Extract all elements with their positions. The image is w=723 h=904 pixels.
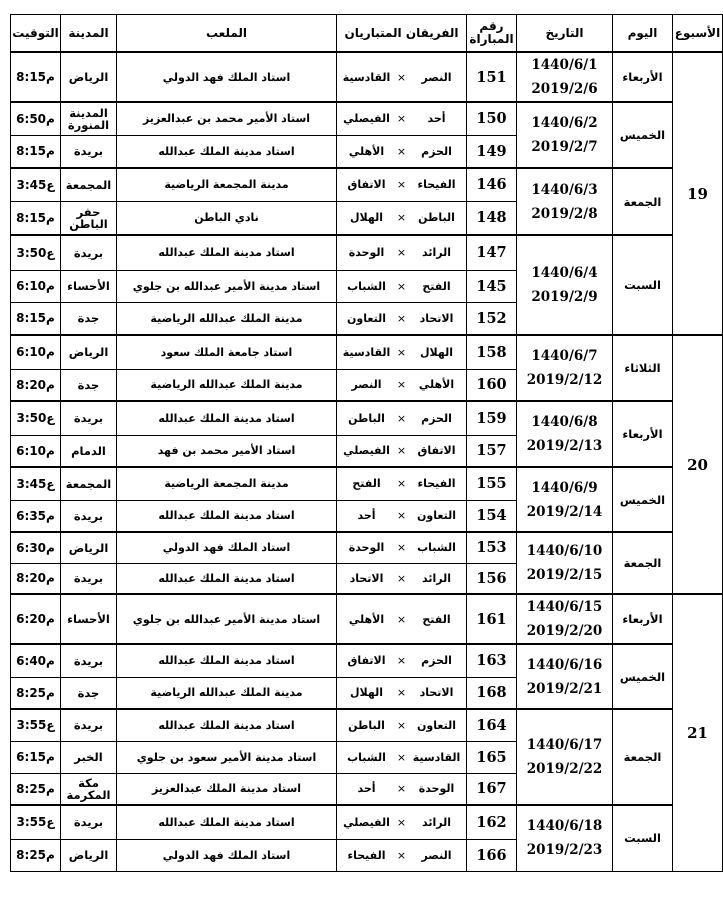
time-cell: 6:35م xyxy=(11,500,61,532)
city-cell: بريدة xyxy=(61,563,117,594)
home-team: الشباب xyxy=(417,541,456,555)
teams-cell xyxy=(337,773,467,805)
header-week: الأسبوع xyxy=(673,15,723,53)
home-team: النصر xyxy=(421,848,452,862)
table-row xyxy=(11,401,723,435)
teams-pair xyxy=(337,378,466,391)
match-number: 161 xyxy=(467,594,517,644)
city-cell: الخبر xyxy=(61,741,117,773)
time-cell: 3:50ع xyxy=(11,401,61,435)
venue-cell: مدينة المجمعة الرياضية xyxy=(117,467,337,500)
venue-cell: استاد الملك فهد الدولي xyxy=(117,839,337,871)
match-number: 145 xyxy=(467,270,517,302)
teams-cell xyxy=(337,563,467,594)
versus-mark: × xyxy=(396,848,407,862)
match-number: 155 xyxy=(467,467,517,500)
header-match-no: رقم المباراة xyxy=(467,15,517,53)
home-team: الرائد xyxy=(422,815,451,829)
date-cell xyxy=(517,235,613,335)
venue-cell: استاد مدينة الملك عبدالله xyxy=(117,135,337,168)
city-cell: بريدة xyxy=(61,401,117,435)
away-team: الشباب xyxy=(347,750,386,764)
home-team: الهلال xyxy=(419,345,454,359)
hijri-date: 1440/6/17 xyxy=(526,737,603,753)
match-schedule-table xyxy=(10,14,723,872)
city-cell: بريدة xyxy=(61,805,117,839)
match-number: 157 xyxy=(467,435,517,467)
day-cell: الأربعاء xyxy=(613,401,673,467)
gregorian-date: 2019/2/12 xyxy=(526,372,603,388)
schedule-body xyxy=(11,52,723,871)
table-row xyxy=(11,644,723,677)
teams-cell xyxy=(337,532,467,563)
versus-mark: × xyxy=(396,815,407,829)
teams-pair xyxy=(337,613,466,626)
table-row xyxy=(11,532,723,563)
week-cell: 20 xyxy=(673,335,723,594)
venue-cell: استاد الملك فهد الدولي xyxy=(117,52,337,102)
city-cell: الرياض xyxy=(61,839,117,871)
match-number: 163 xyxy=(467,644,517,677)
home-team: الاتحاد xyxy=(419,686,454,700)
teams-cell xyxy=(337,709,467,741)
versus-mark: × xyxy=(396,571,407,585)
away-team: الوحدة xyxy=(348,541,385,555)
home-team: الفتح xyxy=(422,279,451,293)
time-cell: 3:45ع xyxy=(11,467,61,500)
teams-cell xyxy=(337,302,467,335)
match-number: 158 xyxy=(467,335,517,369)
teams-cell xyxy=(337,102,467,135)
table-row xyxy=(11,335,723,369)
venue-cell: استاد مدينة الملك عبدالعزيز xyxy=(117,773,337,805)
match-number: 149 xyxy=(467,135,517,168)
day-cell: الخميس xyxy=(613,644,673,709)
time-cell: 8:15م xyxy=(11,302,61,335)
away-team: القادسية xyxy=(342,345,391,359)
away-team: الباطن xyxy=(348,411,385,425)
city-cell: بريدة xyxy=(61,235,117,270)
teams-pair xyxy=(337,280,466,293)
match-number: 168 xyxy=(467,677,517,709)
time-cell: 6:40م xyxy=(11,644,61,677)
day-cell: الأربعاء xyxy=(613,52,673,102)
versus-mark: × xyxy=(396,612,407,626)
city-cell: المجمعة xyxy=(61,168,117,201)
away-team: أحد xyxy=(357,782,376,796)
venue-cell: استاد مدينة الملك عبدالله xyxy=(117,235,337,270)
venue-cell: استاد الأمير محمد بن عبدالعزيز xyxy=(117,102,337,135)
day-cell: الأربعاء xyxy=(613,594,673,644)
teams-pair xyxy=(337,246,466,259)
teams-cell xyxy=(337,235,467,270)
teams-pair xyxy=(337,751,466,764)
table-row xyxy=(11,102,723,135)
city-cell: حفر الباطن xyxy=(61,201,117,235)
venue-cell: نادي الباطن xyxy=(117,201,337,235)
header-date: التاريخ xyxy=(517,15,613,53)
table-row xyxy=(11,235,723,270)
teams-cell xyxy=(337,741,467,773)
teams-cell xyxy=(337,168,467,201)
venue-cell: استاد مدينة الملك عبدالله xyxy=(117,805,337,839)
day-cell: الجمعة xyxy=(613,709,673,805)
teams-pair xyxy=(337,572,466,585)
venue-cell: استاد الملك فهد الدولي xyxy=(117,532,337,563)
city-cell: جدة xyxy=(61,677,117,709)
gregorian-date: 2019/2/7 xyxy=(531,139,598,155)
time-cell: 8:15م xyxy=(11,135,61,168)
gregorian-date: 2019/2/14 xyxy=(526,503,603,520)
away-team: الأهلي xyxy=(348,612,385,626)
versus-mark: × xyxy=(396,477,407,491)
table-row xyxy=(11,467,723,500)
hijri-date: 1440/6/1 xyxy=(531,57,598,73)
teams-cell xyxy=(337,201,467,235)
away-team: النصر xyxy=(351,378,382,392)
header-teams: الفريقان المتباريان xyxy=(337,15,467,53)
date-cell xyxy=(517,335,613,401)
teams-cell xyxy=(337,52,467,102)
away-team: أحد xyxy=(357,509,376,523)
city-cell: الأحساء xyxy=(61,270,117,302)
header-day: اليوم xyxy=(613,15,673,53)
versus-mark: × xyxy=(396,782,407,796)
hijri-date: 1440/6/15 xyxy=(526,599,603,615)
city-cell: بريدة xyxy=(61,709,117,741)
gregorian-date: 2019/2/22 xyxy=(526,761,603,777)
date-cell xyxy=(517,168,613,235)
time-cell: 6:30م xyxy=(11,532,61,563)
gregorian-date: 2019/2/13 xyxy=(526,438,603,454)
teams-pair xyxy=(337,412,466,425)
time-cell: 8:20م xyxy=(11,563,61,594)
home-team: الاتحاد xyxy=(419,311,454,325)
teams-pair xyxy=(337,849,466,862)
versus-mark: × xyxy=(396,112,407,126)
versus-mark: × xyxy=(396,541,407,555)
gregorian-date: 2019/2/15 xyxy=(526,567,603,583)
away-team: التعاون xyxy=(347,311,386,325)
time-cell: 6:10م xyxy=(11,435,61,467)
home-team: الباطن xyxy=(418,211,455,225)
time-cell: 6:20م xyxy=(11,594,61,644)
match-number: 154 xyxy=(467,500,517,532)
header-city: المدينة xyxy=(61,15,117,53)
date-cell xyxy=(517,709,613,805)
teams-cell xyxy=(337,270,467,302)
away-team: الاتحاد xyxy=(349,571,384,585)
versus-mark: × xyxy=(396,718,407,732)
home-team: الحزم xyxy=(421,654,452,668)
header-time: التوقيت xyxy=(11,15,61,53)
match-number: 146 xyxy=(467,168,517,201)
home-team: القادسية xyxy=(412,750,461,764)
away-team: الفيصلي xyxy=(343,815,390,829)
date-cell xyxy=(517,102,613,168)
versus-mark: × xyxy=(396,70,407,84)
teams-cell xyxy=(337,677,467,709)
home-team: الفتح xyxy=(422,612,451,626)
home-team: التعاون xyxy=(417,509,456,523)
city-cell: المجمعة xyxy=(61,467,117,500)
teams-pair xyxy=(337,477,466,490)
city-cell: بريدة xyxy=(61,500,117,532)
teams-pair xyxy=(337,719,466,732)
home-team: الحزم xyxy=(421,144,452,158)
away-team: الهلال xyxy=(349,686,384,700)
venue-cell: استاد مدينة الملك عبدالله xyxy=(117,563,337,594)
hijri-date: 1440/6/4 xyxy=(531,265,598,281)
teams-cell xyxy=(337,500,467,532)
teams-pair xyxy=(337,145,466,158)
teams-pair xyxy=(337,782,466,795)
teams-cell xyxy=(337,805,467,839)
teams-pair xyxy=(337,444,466,457)
versus-mark: × xyxy=(396,750,407,764)
teams-cell xyxy=(337,369,467,401)
match-number: 147 xyxy=(467,235,517,270)
venue-cell: استاد مدينة الأمير عبدالله بن جلوي xyxy=(117,594,337,644)
table-row xyxy=(11,594,723,644)
week-cell: 19 xyxy=(673,52,723,335)
teams-pair xyxy=(337,178,466,191)
venue-cell: مدينة الملك عبدالله الرياضية xyxy=(117,302,337,335)
city-cell: بريدة xyxy=(61,135,117,168)
home-team: الوحدة xyxy=(418,782,455,796)
time-cell: 8:25م xyxy=(11,839,61,871)
date-cell xyxy=(517,594,613,644)
away-team: الفيحاء xyxy=(347,848,386,862)
table-row xyxy=(11,168,723,201)
city-cell: مكة المكرمة xyxy=(61,773,117,805)
match-number: 160 xyxy=(467,369,517,401)
versus-mark: × xyxy=(396,411,407,425)
venue-cell: استاد مدينة الملك عبدالله xyxy=(117,500,337,532)
hijri-date: 1440/6/7 xyxy=(531,348,598,364)
match-number: 156 xyxy=(467,563,517,594)
date-cell xyxy=(517,401,613,467)
table-row xyxy=(11,52,723,102)
versus-mark: × xyxy=(396,211,407,225)
gregorian-date: 2019/2/6 xyxy=(531,81,598,97)
away-team: الفيصلي xyxy=(343,112,390,126)
home-team: النصر xyxy=(421,70,452,84)
versus-mark: × xyxy=(396,444,407,458)
city-cell: الرياض xyxy=(61,532,117,563)
teams-cell xyxy=(337,401,467,435)
home-team: أحد xyxy=(427,112,446,126)
gregorian-date: 2019/2/23 xyxy=(526,842,603,859)
city-cell: الرياض xyxy=(61,335,117,369)
date-cell xyxy=(517,805,613,871)
date-cell xyxy=(517,52,613,102)
match-number: 152 xyxy=(467,302,517,335)
time-cell: 6:15م xyxy=(11,741,61,773)
match-number: 167 xyxy=(467,773,517,805)
day-cell: الجمعة xyxy=(613,168,673,235)
venue-cell: استاد مدينة الأمير عبدالله بن جلوي xyxy=(117,270,337,302)
venue-cell: مدينة المجمعة الرياضية xyxy=(117,168,337,201)
time-cell: 8:15م xyxy=(11,52,61,102)
home-team: الفيحاء xyxy=(417,178,456,192)
home-team: الحزم xyxy=(421,411,452,425)
match-number: 148 xyxy=(467,201,517,235)
home-team: الاتفاق xyxy=(417,444,456,458)
versus-mark: × xyxy=(396,311,407,325)
versus-mark: × xyxy=(396,378,407,392)
home-team: الرائد xyxy=(422,246,451,260)
time-cell: 3:50ع xyxy=(11,235,61,270)
teams-pair xyxy=(337,346,466,359)
teams-pair xyxy=(337,541,466,554)
week-cell: 21 xyxy=(673,594,723,871)
match-number: 150 xyxy=(467,102,517,135)
teams-pair xyxy=(337,654,466,667)
time-cell: 3:45ع xyxy=(11,168,61,201)
teams-cell xyxy=(337,467,467,500)
versus-mark: × xyxy=(396,279,407,293)
match-number: 166 xyxy=(467,839,517,871)
gregorian-date: 2019/2/20 xyxy=(526,623,603,639)
teams-cell xyxy=(337,435,467,467)
city-cell: بريدة xyxy=(61,644,117,677)
gregorian-date: 2019/2/8 xyxy=(531,205,598,222)
city-cell: المدينة المنورة xyxy=(61,102,117,135)
hijri-date: 1440/6/18 xyxy=(526,818,603,835)
versus-mark: × xyxy=(396,686,407,700)
match-number: 162 xyxy=(467,805,517,839)
date-cell xyxy=(517,532,613,594)
city-cell: جدة xyxy=(61,302,117,335)
match-number: 151 xyxy=(467,52,517,102)
teams-pair xyxy=(337,71,466,84)
away-team: الوحدة xyxy=(348,246,385,260)
venue-cell: استاد مدينة الأمير سعود بن جلوي xyxy=(117,741,337,773)
time-cell: 6:10م xyxy=(11,270,61,302)
venue-cell: مدينة الملك عبدالله الرياضية xyxy=(117,369,337,401)
versus-mark: × xyxy=(396,144,407,158)
hijri-date: 1440/6/3 xyxy=(531,181,598,198)
city-cell: الرياض xyxy=(61,52,117,102)
away-team: الهلال xyxy=(349,211,384,225)
home-team: الرائد xyxy=(422,571,451,585)
away-team: الأهلي xyxy=(348,144,385,158)
date-cell xyxy=(517,467,613,532)
away-team: الاتفاق xyxy=(347,654,386,668)
hijri-date: 1440/6/8 xyxy=(531,414,598,430)
teams-pair xyxy=(337,816,466,829)
time-cell: 3:55ع xyxy=(11,709,61,741)
venue-cell: مدينة الملك عبدالله الرياضية xyxy=(117,677,337,709)
teams-cell xyxy=(337,335,467,369)
table-row xyxy=(11,709,723,741)
teams-pair xyxy=(337,112,466,125)
gregorian-date: 2019/2/9 xyxy=(531,289,598,305)
time-cell: 3:55ع xyxy=(11,805,61,839)
day-cell: السبت xyxy=(613,805,673,871)
versus-mark: × xyxy=(396,178,407,192)
match-number: 159 xyxy=(467,401,517,435)
date-cell xyxy=(517,644,613,709)
match-number: 164 xyxy=(467,709,517,741)
time-cell: 8:20م xyxy=(11,369,61,401)
home-team: الفيحاء xyxy=(417,477,456,491)
day-cell: السبت xyxy=(613,235,673,335)
venue-cell: استاد مدينة الملك عبدالله xyxy=(117,644,337,677)
time-cell: 6:50م xyxy=(11,102,61,135)
teams-cell xyxy=(337,839,467,871)
teams-pair xyxy=(337,312,466,325)
gregorian-date: 2019/2/21 xyxy=(526,680,603,697)
table-row xyxy=(11,805,723,839)
away-team: الشباب xyxy=(347,279,386,293)
day-cell: الجمعة xyxy=(613,532,673,594)
versus-mark: × xyxy=(396,246,407,260)
header-venue: الملعب xyxy=(117,15,337,53)
hijri-date: 1440/6/2 xyxy=(531,115,598,131)
versus-mark: × xyxy=(396,345,407,359)
time-cell: 6:10م xyxy=(11,335,61,369)
away-team: القادسية xyxy=(342,70,391,84)
teams-pair xyxy=(337,211,466,224)
teams-pair xyxy=(337,686,466,699)
versus-mark: × xyxy=(396,509,407,523)
day-cell: الثلاثاء xyxy=(613,335,673,401)
home-team: الأهلي xyxy=(418,378,455,392)
venue-cell: استاد الأمير محمد بن فهد xyxy=(117,435,337,467)
versus-mark: × xyxy=(396,654,407,668)
day-cell: الخميس xyxy=(613,102,673,168)
home-team: التعاون xyxy=(417,718,456,732)
time-cell: 8:15م xyxy=(11,201,61,235)
schedule-sheet xyxy=(10,14,721,872)
hijri-date: 1440/6/10 xyxy=(526,543,603,559)
teams-cell xyxy=(337,135,467,168)
away-team: الفيصلي xyxy=(343,444,390,458)
match-number: 153 xyxy=(467,532,517,563)
city-cell: الدمام xyxy=(61,435,117,467)
day-cell: الخميس xyxy=(613,467,673,532)
venue-cell: استاد مدينة الملك عبدالله xyxy=(117,709,337,741)
time-cell: 8:25م xyxy=(11,677,61,709)
away-team: الاتفاق xyxy=(347,178,386,192)
teams-cell xyxy=(337,644,467,677)
hijri-date: 1440/6/16 xyxy=(526,656,603,673)
header-row xyxy=(11,15,723,53)
away-team: الفتح xyxy=(352,477,381,491)
venue-cell: استاد مدينة الملك عبدالله xyxy=(117,401,337,435)
time-cell: 8:25م xyxy=(11,773,61,805)
away-team: الباطن xyxy=(348,718,385,732)
venue-cell: استاد جامعة الملك سعود xyxy=(117,335,337,369)
match-number: 165 xyxy=(467,741,517,773)
teams-cell xyxy=(337,594,467,644)
city-cell: الأحساء xyxy=(61,594,117,644)
hijri-date: 1440/6/9 xyxy=(531,479,598,496)
teams-pair xyxy=(337,509,466,522)
city-cell: جدة xyxy=(61,369,117,401)
